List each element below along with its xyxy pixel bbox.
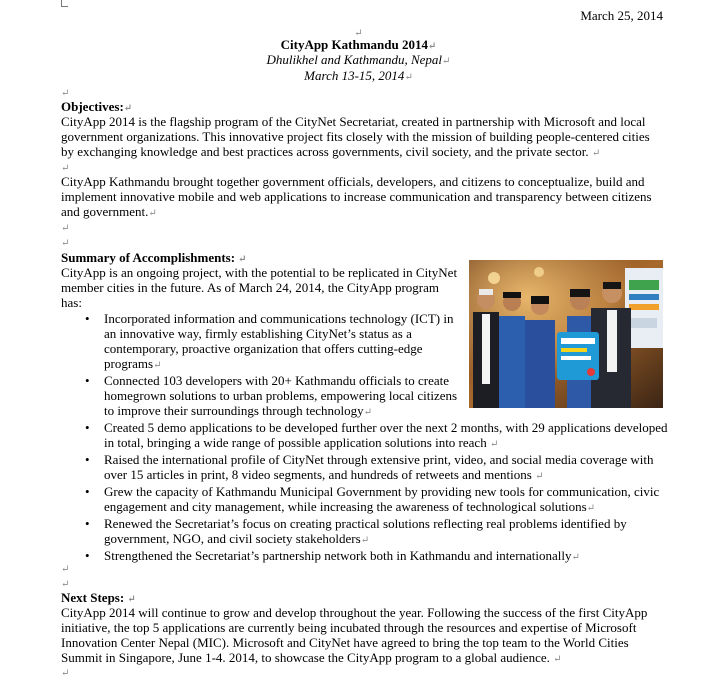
empty-paragraph: ↵ xyxy=(61,238,70,249)
empty-paragraph: ↵ xyxy=(61,579,70,590)
bullet-icon: • xyxy=(85,311,90,326)
next-steps-heading: Next Steps: ↵ xyxy=(61,590,136,605)
accomplishments-intro: CityApp is an ongoing project, with the potential to be replicated in CityNet member cities in the future. As of March 24, 2014, the CityApp program has: xyxy=(61,265,458,310)
empty-paragraph: ↵ xyxy=(61,564,70,575)
objectives-paragraph-1: CityApp 2014 is the flagship program of the CityNet Secretariat, created in partnership with Microsoft and local government organizations. This innovative project fits closely with the mission of building people-centered cities by exchanging knowledge and best practices across governments, civil society, and the private sector. ↵ xyxy=(61,114,650,159)
list-item: • Grew the capacity of Kathmandu Municipal Government by providing new tools for communication, civic engagement and city management, while increasing the awareness of technological solutions↵ xyxy=(85,484,660,514)
list-item: • Created 5 demo applications to be developed further over the next 2 months, with 29 applications developed in total, bringing a wide range of possible application solutions into reach ↵ xyxy=(85,420,668,450)
empty-paragraph: ↵ xyxy=(61,668,70,679)
next-steps-paragraph: CityApp 2014 will continue to grow and develop throughout the year. Following the success of the first CityApp initiative, the top 5 applications are currently being incubated through the resources and expertise of Microsoft Innovation Center Nepal (MIC). Microsoft and CityNet have agreed to bring the top team to the World Cities Summit in Singapore, June 1-4. 2014, to showcase the CityApp program to a global audience. ↵ xyxy=(61,605,648,665)
list-item: • Raised the international profile of CityNet through extensive print, video, and social media coverage with over 15 articles in print, 8 video segments, and hundreds of retweets and mentions ↵ xyxy=(85,452,654,482)
accomplishments-heading: Summary of Accomplishments: ↵ xyxy=(61,250,247,265)
document-date: March 25, 2014 xyxy=(580,8,663,23)
objectives-heading: Objectives:↵ xyxy=(61,99,133,114)
list-item: • Strengthened the Secretariat’s partnership network both in Kathmandu and internationally↵ xyxy=(85,548,580,563)
bullet-icon: • xyxy=(85,548,90,563)
bullet-icon: • xyxy=(85,420,90,435)
empty-paragraph: ↵ xyxy=(354,28,363,39)
bullet-icon: • xyxy=(85,452,90,467)
bullet-icon: • xyxy=(85,373,90,388)
document-title: CityApp Kathmandu 2014↵ xyxy=(280,37,437,52)
list-item: • Connected 103 developers with 20+ Kathmandu officials to create homegrown solutions to urban problems, empowering local citizens to improve their surroundings through technology↵ xyxy=(85,373,458,418)
event-location: Dhulikhel and Kathmandu, Nepal↵ xyxy=(266,52,451,67)
empty-paragraph: ↵ xyxy=(61,88,70,99)
list-item: • Renewed the Secretariat’s focus on creating practical solutions reflecting real problems identified by government, NGO, and civil society stakeholders↵ xyxy=(85,516,627,546)
bullet-icon: • xyxy=(85,516,90,531)
event-dates: March 13-15, 2014↵ xyxy=(304,68,413,83)
empty-paragraph: ↵ xyxy=(61,163,70,174)
accomplishments-list xyxy=(85,311,670,565)
bullet-icon: • xyxy=(85,484,90,499)
objectives-paragraph-2: CityApp Kathmandu brought together government officials, developers, and citizens to conceptualize, build and implement innovative mobile and web applications to increase communication and transparency between citizens and government.↵ xyxy=(61,174,652,219)
margin-corner-mark xyxy=(61,0,68,7)
list-item: • Incorporated information and communications technology (ICT) in an innovative way, firmly establishing CityNet’s status as a contemporary, proactive organization that offers cutting-edge programs↵ xyxy=(85,311,454,371)
empty-paragraph: ↵ xyxy=(61,223,70,234)
